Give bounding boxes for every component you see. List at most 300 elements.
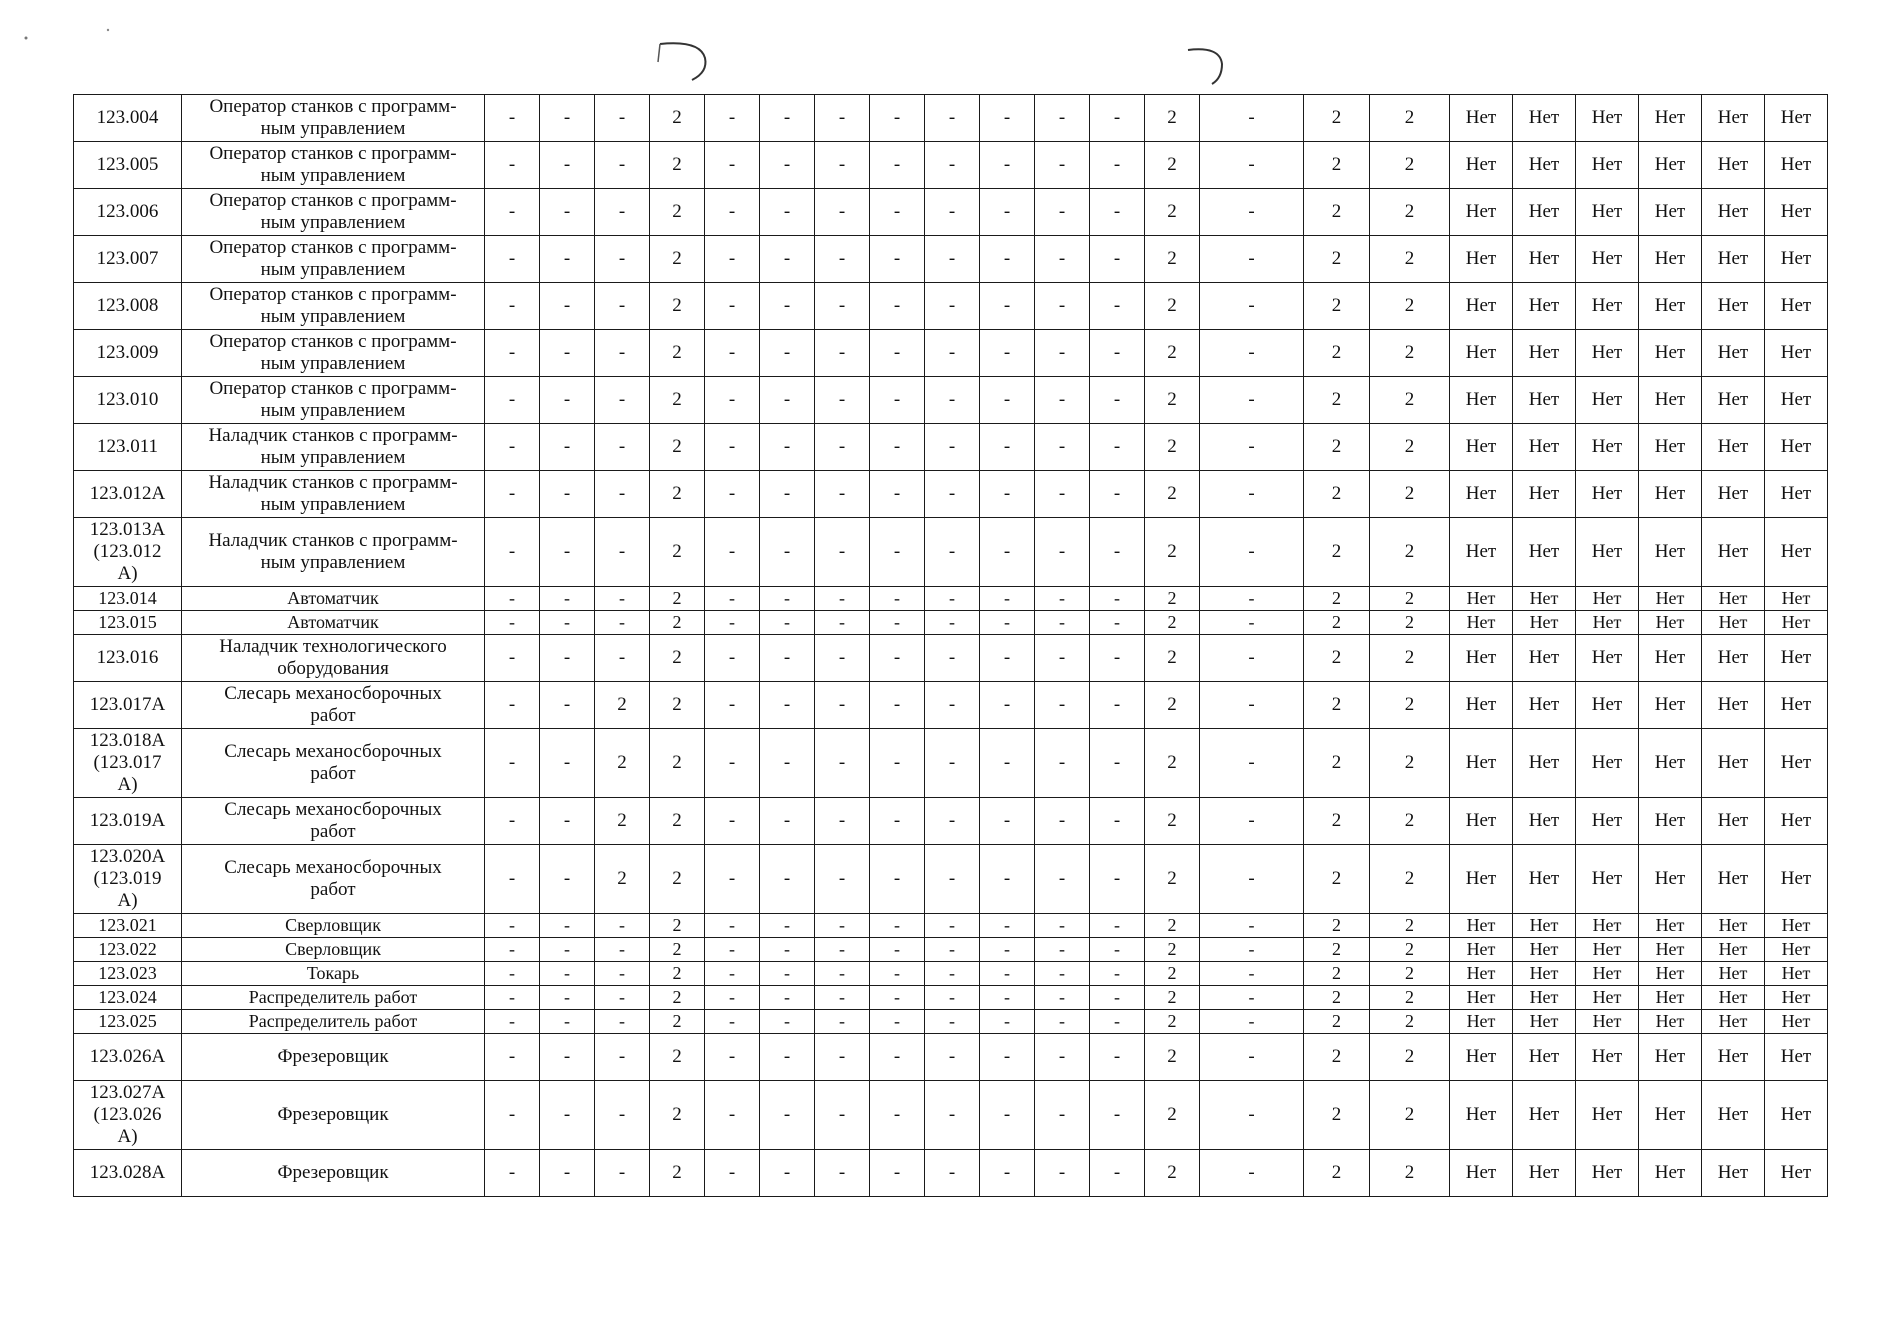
- table-row: [74, 1034, 1828, 1081]
- row-value-cell: Нет: [1702, 1010, 1765, 1034]
- row-value-cell: -: [760, 635, 815, 682]
- row-value-cell: 2: [1304, 798, 1370, 845]
- row-value-cell: -: [925, 330, 980, 377]
- row-value-cell: -: [1200, 330, 1304, 377]
- row-profession: Автоматчик: [182, 611, 485, 635]
- row-value-cell: Нет: [1639, 1081, 1702, 1150]
- row-value-cell: -: [705, 611, 760, 635]
- row-value-cell: Нет: [1576, 986, 1639, 1010]
- row-value-cell: Нет: [1513, 729, 1576, 798]
- row-value-cell: Нет: [1450, 798, 1513, 845]
- row-value-cell: Нет: [1765, 729, 1828, 798]
- row-value-cell: -: [1035, 635, 1090, 682]
- row-code: 123.011: [74, 424, 182, 471]
- row-value-cell: -: [760, 424, 815, 471]
- row-value-cell: -: [1200, 611, 1304, 635]
- row-value-cell: 2: [1145, 798, 1200, 845]
- row-value-cell: -: [980, 1034, 1035, 1081]
- row-value-cell: -: [760, 377, 815, 424]
- row-value-cell: Нет: [1765, 914, 1828, 938]
- row-value-cell: Нет: [1513, 635, 1576, 682]
- row-value-cell: 2: [650, 729, 705, 798]
- row-value-cell: -: [705, 377, 760, 424]
- row-value-cell: Нет: [1450, 189, 1513, 236]
- row-value-cell: Нет: [1450, 471, 1513, 518]
- row-value-cell: -: [980, 518, 1035, 587]
- row-value-cell: -: [485, 142, 540, 189]
- row-value-cell: Нет: [1765, 518, 1828, 587]
- row-value-cell: -: [1090, 1034, 1145, 1081]
- row-value-cell: Нет: [1450, 283, 1513, 330]
- row-value-cell: Нет: [1450, 330, 1513, 377]
- row-profession: Фрезеровщик: [182, 1081, 485, 1150]
- row-value-cell: Нет: [1702, 1150, 1765, 1197]
- row-value-cell: -: [870, 611, 925, 635]
- row-value-cell: -: [485, 682, 540, 729]
- row-code: 123.013А (123.012 А): [74, 518, 182, 587]
- row-value-cell: -: [485, 587, 540, 611]
- row-value-cell: Нет: [1576, 518, 1639, 587]
- row-value-cell: -: [705, 236, 760, 283]
- row-value-cell: -: [540, 471, 595, 518]
- row-value-cell: 2: [1145, 845, 1200, 914]
- row-value-cell: Нет: [1513, 986, 1576, 1010]
- row-value-cell: -: [595, 611, 650, 635]
- row-value-cell: -: [815, 611, 870, 635]
- row-value-cell: -: [705, 1081, 760, 1150]
- row-profession: Автоматчик: [182, 587, 485, 611]
- row-value-cell: 2: [650, 587, 705, 611]
- row-value-cell: -: [485, 845, 540, 914]
- row-value-cell: -: [540, 914, 595, 938]
- row-value-cell: Нет: [1702, 986, 1765, 1010]
- row-value-cell: 2: [1370, 1081, 1450, 1150]
- row-value-cell: -: [980, 587, 1035, 611]
- row-value-cell: -: [595, 330, 650, 377]
- row-value-cell: 2: [1145, 914, 1200, 938]
- row-profession: Оператор станков с программ- ным управлением: [182, 330, 485, 377]
- row-value-cell: Нет: [1639, 914, 1702, 938]
- table-row: [74, 962, 1828, 986]
- row-value-cell: 2: [1370, 611, 1450, 635]
- row-value-cell: Нет: [1576, 798, 1639, 845]
- row-value-cell: Нет: [1450, 424, 1513, 471]
- row-value-cell: Нет: [1513, 914, 1576, 938]
- row-value-cell: -: [485, 635, 540, 682]
- row-value-cell: -: [760, 798, 815, 845]
- row-value-cell: -: [1035, 845, 1090, 914]
- row-code: 123.004: [74, 95, 182, 142]
- row-value-cell: 2: [650, 845, 705, 914]
- row-value-cell: Нет: [1765, 1081, 1828, 1150]
- row-value-cell: -: [925, 729, 980, 798]
- row-value-cell: -: [540, 330, 595, 377]
- row-value-cell: 2: [650, 189, 705, 236]
- row-value-cell: 2: [650, 95, 705, 142]
- row-value-cell: 2: [1304, 729, 1370, 798]
- row-value-cell: Нет: [1765, 95, 1828, 142]
- row-value-cell: 2: [1304, 95, 1370, 142]
- row-value-cell: -: [540, 518, 595, 587]
- row-value-cell: -: [1090, 845, 1145, 914]
- row-value-cell: 2: [1304, 914, 1370, 938]
- row-value-cell: -: [1090, 682, 1145, 729]
- table-row: [74, 518, 1828, 587]
- row-value-cell: -: [870, 283, 925, 330]
- row-value-cell: -: [1035, 682, 1090, 729]
- row-value-cell: -: [595, 986, 650, 1010]
- row-value-cell: Нет: [1765, 986, 1828, 1010]
- row-value-cell: 2: [650, 914, 705, 938]
- row-value-cell: -: [1200, 377, 1304, 424]
- row-value-cell: -: [705, 914, 760, 938]
- row-value-cell: Нет: [1765, 471, 1828, 518]
- row-value-cell: -: [540, 142, 595, 189]
- row-value-cell: -: [705, 845, 760, 914]
- row-value-cell: -: [1200, 682, 1304, 729]
- row-value-cell: -: [815, 142, 870, 189]
- row-value-cell: -: [980, 914, 1035, 938]
- row-value-cell: -: [485, 236, 540, 283]
- row-value-cell: -: [870, 1150, 925, 1197]
- row-value-cell: Нет: [1765, 424, 1828, 471]
- row-value-cell: -: [870, 1010, 925, 1034]
- table-row: [74, 424, 1828, 471]
- row-value-cell: 2: [1145, 377, 1200, 424]
- row-value-cell: -: [760, 1081, 815, 1150]
- row-value-cell: 2: [650, 1034, 705, 1081]
- row-value-cell: -: [595, 914, 650, 938]
- row-value-cell: -: [870, 1034, 925, 1081]
- row-value-cell: -: [540, 189, 595, 236]
- row-value-cell: 2: [650, 424, 705, 471]
- row-value-cell: Нет: [1450, 1150, 1513, 1197]
- row-profession: Фрезеровщик: [182, 1150, 485, 1197]
- row-value-cell: 2: [1304, 189, 1370, 236]
- row-value-cell: -: [925, 798, 980, 845]
- row-value-cell: -: [1200, 142, 1304, 189]
- row-value-cell: -: [1090, 95, 1145, 142]
- row-value-cell: 2: [1145, 635, 1200, 682]
- row-value-cell: 2: [595, 729, 650, 798]
- row-value-cell: -: [925, 377, 980, 424]
- row-value-cell: -: [1090, 189, 1145, 236]
- row-value-cell: -: [815, 914, 870, 938]
- row-value-cell: 2: [1370, 189, 1450, 236]
- row-value-cell: -: [870, 330, 925, 377]
- row-value-cell: 2: [1370, 142, 1450, 189]
- row-value-cell: Нет: [1702, 518, 1765, 587]
- row-value-cell: -: [485, 330, 540, 377]
- row-value-cell: -: [1200, 914, 1304, 938]
- row-value-cell: -: [1035, 377, 1090, 424]
- row-value-cell: -: [705, 635, 760, 682]
- row-value-cell: 2: [1145, 986, 1200, 1010]
- row-value-cell: Нет: [1765, 798, 1828, 845]
- row-profession: Слесарь механосборочных работ: [182, 729, 485, 798]
- row-value-cell: 2: [1145, 330, 1200, 377]
- row-value-cell: -: [870, 189, 925, 236]
- row-value-cell: -: [595, 518, 650, 587]
- row-code: 123.024: [74, 986, 182, 1010]
- row-value-cell: Нет: [1639, 682, 1702, 729]
- row-value-cell: 2: [1370, 471, 1450, 518]
- row-code: 123.026А: [74, 1034, 182, 1081]
- row-value-cell: -: [705, 142, 760, 189]
- row-value-cell: -: [815, 635, 870, 682]
- row-value-cell: -: [1035, 986, 1090, 1010]
- row-value-cell: Нет: [1639, 611, 1702, 635]
- row-value-cell: -: [1200, 471, 1304, 518]
- row-value-cell: -: [485, 424, 540, 471]
- row-value-cell: -: [540, 986, 595, 1010]
- row-value-cell: Нет: [1513, 95, 1576, 142]
- row-code: 123.019А: [74, 798, 182, 845]
- row-value-cell: -: [1035, 283, 1090, 330]
- row-value-cell: Нет: [1639, 1010, 1702, 1034]
- row-value-cell: -: [705, 587, 760, 611]
- row-code: 123.005: [74, 142, 182, 189]
- row-value-cell: -: [540, 1034, 595, 1081]
- row-profession: Наладчик станков с программ- ным управлением: [182, 471, 485, 518]
- row-value-cell: -: [1200, 1034, 1304, 1081]
- row-value-cell: Нет: [1576, 729, 1639, 798]
- row-value-cell: 2: [650, 962, 705, 986]
- row-value-cell: 2: [650, 142, 705, 189]
- row-value-cell: -: [1200, 587, 1304, 611]
- scan-speck: [25, 37, 28, 40]
- row-value-cell: 2: [650, 682, 705, 729]
- row-value-cell: -: [540, 682, 595, 729]
- row-value-cell: -: [760, 1010, 815, 1034]
- row-value-cell: -: [1090, 938, 1145, 962]
- row-value-cell: -: [1035, 587, 1090, 611]
- row-value-cell: 2: [1145, 1150, 1200, 1197]
- row-value-cell: Нет: [1639, 518, 1702, 587]
- row-value-cell: Нет: [1765, 1010, 1828, 1034]
- row-value-cell: -: [870, 986, 925, 1010]
- row-value-cell: -: [760, 471, 815, 518]
- row-value-cell: -: [870, 471, 925, 518]
- row-value-cell: -: [980, 377, 1035, 424]
- row-value-cell: Нет: [1765, 962, 1828, 986]
- row-profession: Сверловщик: [182, 914, 485, 938]
- row-value-cell: 2: [1145, 1010, 1200, 1034]
- row-value-cell: -: [485, 729, 540, 798]
- row-value-cell: -: [1035, 962, 1090, 986]
- row-value-cell: -: [485, 1150, 540, 1197]
- row-value-cell: 2: [1370, 1010, 1450, 1034]
- row-value-cell: -: [1035, 471, 1090, 518]
- row-value-cell: -: [540, 938, 595, 962]
- row-value-cell: 2: [1304, 938, 1370, 962]
- row-value-cell: -: [925, 142, 980, 189]
- table-row: [74, 587, 1828, 611]
- table-row: [74, 330, 1828, 377]
- row-value-cell: -: [870, 938, 925, 962]
- hole-mark-left-tick: [658, 44, 660, 62]
- row-value-cell: -: [1200, 236, 1304, 283]
- row-value-cell: Нет: [1450, 986, 1513, 1010]
- table-row: [74, 1081, 1828, 1150]
- row-value-cell: -: [925, 682, 980, 729]
- row-value-cell: Нет: [1576, 587, 1639, 611]
- row-value-cell: -: [1090, 798, 1145, 845]
- row-value-cell: -: [815, 962, 870, 986]
- row-value-cell: -: [1090, 518, 1145, 587]
- row-value-cell: 2: [650, 1010, 705, 1034]
- row-value-cell: -: [815, 986, 870, 1010]
- row-value-cell: 2: [1304, 283, 1370, 330]
- row-value-cell: 2: [1370, 986, 1450, 1010]
- row-value-cell: -: [705, 189, 760, 236]
- row-value-cell: -: [760, 914, 815, 938]
- row-value-cell: -: [540, 95, 595, 142]
- row-value-cell: -: [815, 1010, 870, 1034]
- row-value-cell: 2: [1304, 330, 1370, 377]
- row-value-cell: 2: [1370, 1034, 1450, 1081]
- row-code: 123.014: [74, 587, 182, 611]
- row-value-cell: -: [870, 729, 925, 798]
- row-code: 123.012А: [74, 471, 182, 518]
- row-value-cell: -: [760, 682, 815, 729]
- row-value-cell: Нет: [1702, 95, 1765, 142]
- table-row: [74, 729, 1828, 798]
- row-value-cell: Нет: [1576, 471, 1639, 518]
- row-value-cell: -: [705, 424, 760, 471]
- row-value-cell: 2: [1304, 471, 1370, 518]
- row-value-cell: -: [760, 518, 815, 587]
- table-row: [74, 189, 1828, 236]
- row-value-cell: Нет: [1576, 682, 1639, 729]
- row-value-cell: -: [925, 518, 980, 587]
- row-value-cell: -: [925, 587, 980, 611]
- row-value-cell: -: [1090, 635, 1145, 682]
- row-value-cell: Нет: [1702, 845, 1765, 914]
- row-value-cell: Нет: [1702, 471, 1765, 518]
- row-value-cell: Нет: [1513, 611, 1576, 635]
- row-value-cell: Нет: [1765, 330, 1828, 377]
- row-code: 123.022: [74, 938, 182, 962]
- row-value-cell: 2: [1145, 962, 1200, 986]
- row-profession: Распределитель работ: [182, 986, 485, 1010]
- row-value-cell: -: [870, 95, 925, 142]
- row-value-cell: -: [870, 914, 925, 938]
- row-value-cell: -: [1200, 635, 1304, 682]
- row-value-cell: -: [870, 682, 925, 729]
- row-value-cell: Нет: [1450, 236, 1513, 283]
- row-value-cell: -: [925, 938, 980, 962]
- row-value-cell: -: [760, 938, 815, 962]
- row-value-cell: -: [815, 95, 870, 142]
- row-value-cell: -: [1200, 938, 1304, 962]
- row-value-cell: -: [540, 377, 595, 424]
- row-value-cell: -: [925, 986, 980, 1010]
- row-value-cell: Нет: [1639, 236, 1702, 283]
- row-value-cell: -: [980, 986, 1035, 1010]
- row-value-cell: 2: [650, 471, 705, 518]
- row-value-cell: -: [1090, 611, 1145, 635]
- row-value-cell: -: [595, 377, 650, 424]
- row-value-cell: 2: [1304, 587, 1370, 611]
- row-value-cell: -: [925, 95, 980, 142]
- row-value-cell: -: [925, 914, 980, 938]
- row-value-cell: -: [1200, 424, 1304, 471]
- row-value-cell: -: [1090, 142, 1145, 189]
- row-value-cell: -: [1090, 962, 1145, 986]
- row-value-cell: 2: [1145, 1034, 1200, 1081]
- row-value-cell: -: [705, 283, 760, 330]
- row-value-cell: Нет: [1639, 189, 1702, 236]
- row-value-cell: Нет: [1513, 471, 1576, 518]
- row-value-cell: -: [595, 587, 650, 611]
- row-value-cell: -: [540, 611, 595, 635]
- row-value-cell: -: [980, 798, 1035, 845]
- row-value-cell: -: [1200, 798, 1304, 845]
- row-value-cell: Нет: [1702, 635, 1765, 682]
- row-value-cell: -: [485, 938, 540, 962]
- row-profession: Слесарь механосборочных работ: [182, 845, 485, 914]
- row-value-cell: -: [485, 189, 540, 236]
- row-value-cell: -: [980, 1010, 1035, 1034]
- row-value-cell: -: [870, 236, 925, 283]
- row-value-cell: -: [1035, 798, 1090, 845]
- row-value-cell: Нет: [1639, 962, 1702, 986]
- row-value-cell: -: [705, 471, 760, 518]
- row-value-cell: 2: [1370, 236, 1450, 283]
- row-value-cell: -: [815, 845, 870, 914]
- row-value-cell: 2: [650, 635, 705, 682]
- row-value-cell: -: [980, 283, 1035, 330]
- row-value-cell: 2: [595, 798, 650, 845]
- row-value-cell: Нет: [1576, 424, 1639, 471]
- row-value-cell: -: [595, 142, 650, 189]
- row-value-cell: -: [925, 236, 980, 283]
- row-value-cell: -: [485, 962, 540, 986]
- row-value-cell: -: [595, 1081, 650, 1150]
- row-value-cell: Нет: [1513, 283, 1576, 330]
- row-value-cell: -: [540, 962, 595, 986]
- row-value-cell: Нет: [1513, 845, 1576, 914]
- table-row: [74, 95, 1828, 142]
- row-value-cell: -: [540, 236, 595, 283]
- row-code: 123.016: [74, 635, 182, 682]
- row-value-cell: Нет: [1702, 377, 1765, 424]
- row-value-cell: 2: [1370, 962, 1450, 986]
- row-value-cell: Нет: [1576, 845, 1639, 914]
- row-value-cell: 2: [1304, 1034, 1370, 1081]
- row-value-cell: 2: [595, 845, 650, 914]
- row-value-cell: Нет: [1639, 845, 1702, 914]
- row-value-cell: Нет: [1765, 236, 1828, 283]
- row-value-cell: -: [485, 1081, 540, 1150]
- row-profession: Оператор станков с программ- ным управлением: [182, 142, 485, 189]
- row-value-cell: 2: [650, 986, 705, 1010]
- row-value-cell: 2: [1145, 611, 1200, 635]
- row-profession: Слесарь механосборочных работ: [182, 798, 485, 845]
- row-value-cell: 2: [595, 682, 650, 729]
- row-value-cell: -: [1035, 236, 1090, 283]
- row-value-cell: Нет: [1639, 798, 1702, 845]
- row-value-cell: -: [1090, 1081, 1145, 1150]
- row-profession: Оператор станков с программ- ным управлением: [182, 189, 485, 236]
- row-value-cell: -: [760, 729, 815, 798]
- row-profession: Распределитель работ: [182, 1010, 485, 1034]
- row-value-cell: Нет: [1576, 1010, 1639, 1034]
- row-value-cell: 2: [1304, 845, 1370, 914]
- row-value-cell: -: [485, 283, 540, 330]
- row-value-cell: -: [485, 798, 540, 845]
